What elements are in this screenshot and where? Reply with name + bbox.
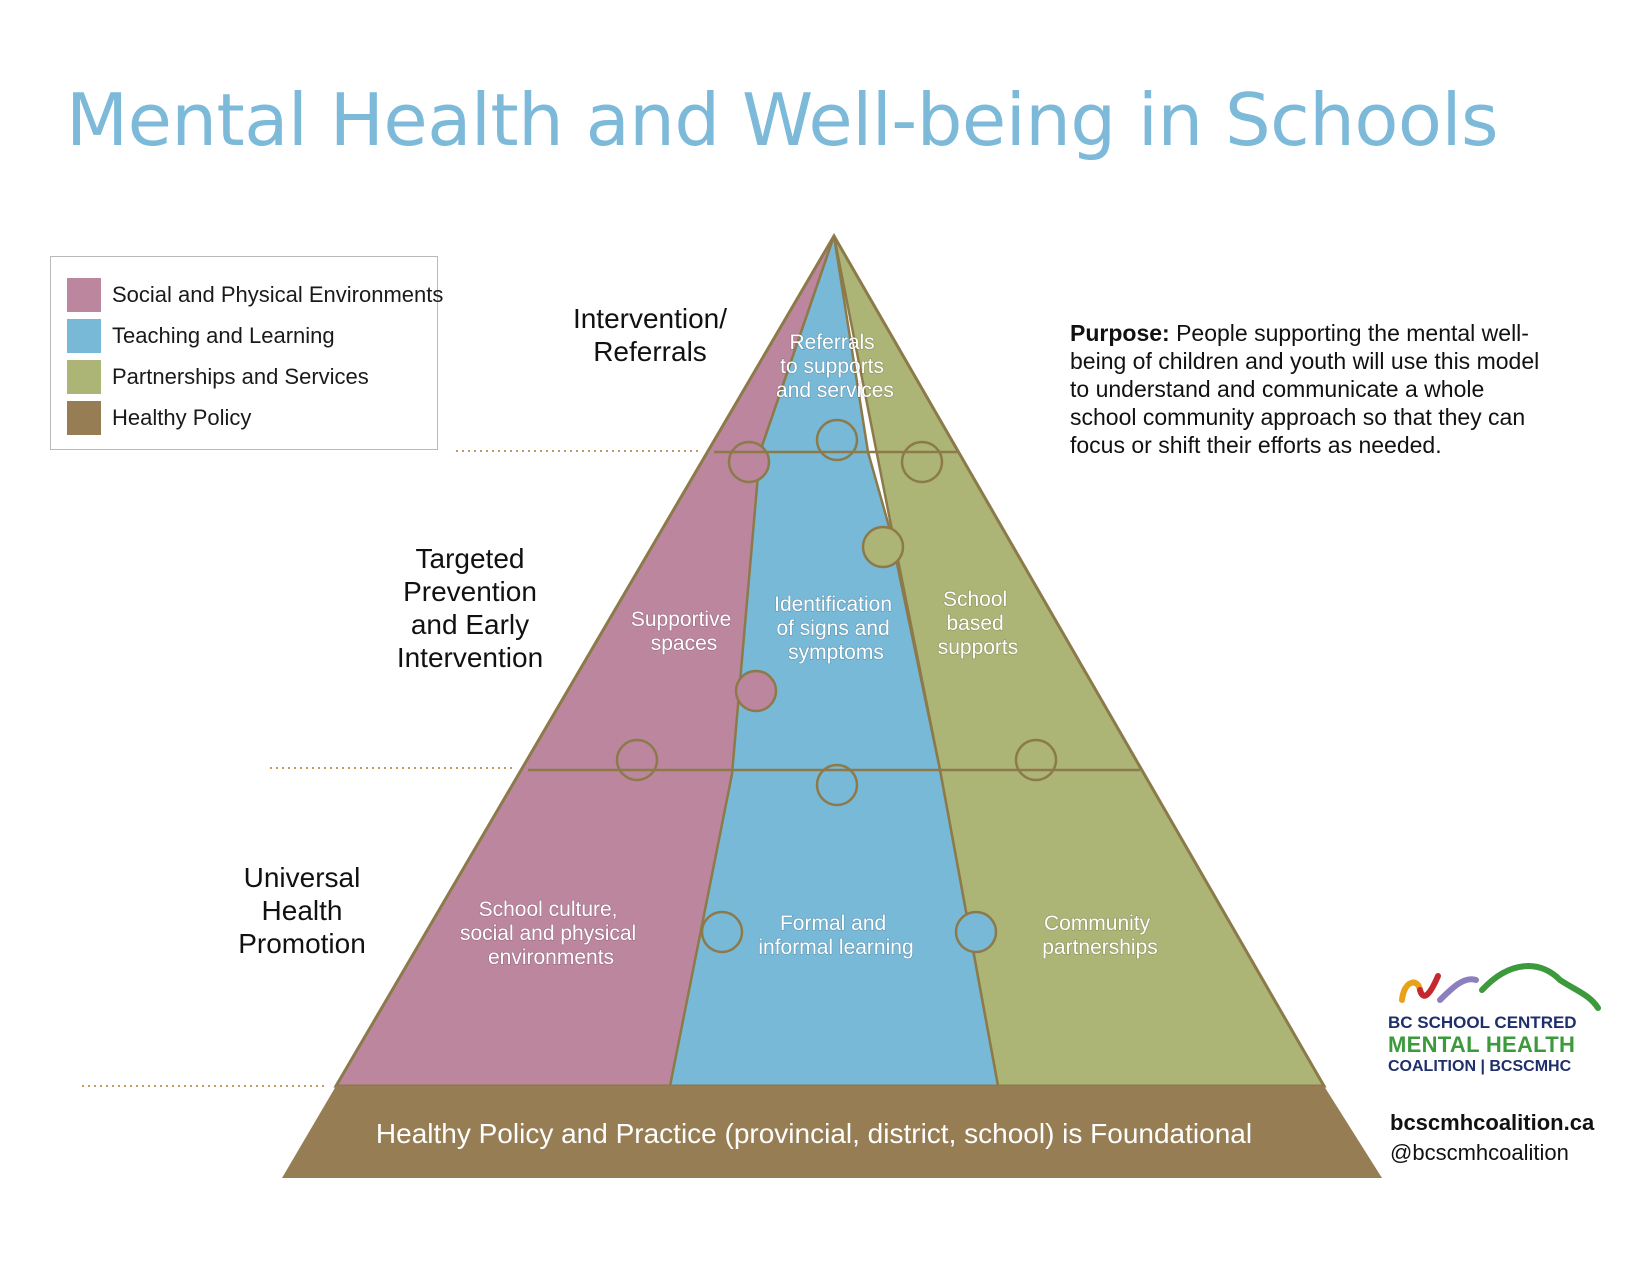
- segment-label-line: Formal and: [779, 912, 887, 935]
- segment-label-line: partnerships: [1042, 936, 1158, 959]
- logo-line-3: COALITION | BCSCMHC: [1388, 1058, 1572, 1075]
- puzzle-knob: [956, 912, 996, 952]
- puzzle-knob: [1016, 740, 1056, 780]
- page-title: Mental Health and Well-being in Schools: [66, 78, 1498, 162]
- segment-label-line: environments: [487, 946, 615, 969]
- puzzle-knob: [902, 442, 942, 482]
- tier-label-intervention: Intervention/ Referrals: [572, 303, 728, 367]
- segment-label-referrals: [776, 331, 894, 402]
- purpose-heading: Purpose:: [1070, 320, 1170, 346]
- segment-label-line: to supports: [780, 355, 885, 378]
- social-handle: @bcscmhcoalition: [1390, 1140, 1569, 1165]
- puzzle-knob: [617, 740, 657, 780]
- segment-label-line: Community: [1043, 912, 1151, 935]
- segment-label-formal-learning: [758, 912, 913, 959]
- logo-line-2: MENTAL HEALTH: [1388, 1032, 1576, 1057]
- coalition-logo: [1388, 1012, 1598, 1078]
- legend-label: Social and Physical Environments: [112, 281, 444, 307]
- segment-label-line: symptoms: [788, 641, 884, 664]
- segment-label-line: spaces: [650, 632, 718, 655]
- segment-label-line: and services: [776, 379, 894, 402]
- tier-label-targeted: Targeted Prevention and Early Intervention: [396, 543, 544, 673]
- segment-label-line: social and physical: [459, 922, 637, 945]
- segment-label-line: supports: [937, 636, 1019, 659]
- segment-label-line: informal learning: [758, 936, 914, 959]
- segment-label-line: based: [946, 612, 1004, 635]
- tier-label-universal: Universal Health Promotion: [238, 862, 366, 959]
- purpose-text: [1070, 319, 1540, 459]
- segment-label-line: Supportive: [630, 608, 732, 631]
- segment-label-line: Referrals: [789, 331, 875, 354]
- puzzle-knob: [817, 420, 857, 460]
- website-url: bcscmhcoalition.ca: [1390, 1110, 1595, 1135]
- puzzle-knob: [736, 671, 776, 711]
- segment-label-line: School: [942, 588, 1008, 611]
- segment-label-school-based-supports: [938, 588, 1019, 659]
- segment-label-line: of signs and: [776, 617, 890, 640]
- legend-label: Teaching and Learning: [112, 322, 335, 348]
- puzzle-knob: [729, 442, 769, 482]
- segment-label-community-partnerships: [1042, 912, 1158, 959]
- puzzle-knob: [863, 527, 903, 567]
- segment-label-identification: [774, 593, 898, 664]
- foundation-label: Healthy Policy and Practice (provincial, district, school) is Foundational: [375, 1118, 1253, 1149]
- puzzle-knob: [702, 912, 742, 952]
- legend-label: Partnerships and Services: [112, 363, 369, 389]
- purpose-body: People supporting the mental well-being of children and youth will use this model to understand and communicate a whole school community approach so that they can focus or shift their efforts as needed.: [1070, 320, 1540, 458]
- segment-label-line: Identification: [774, 593, 893, 616]
- coalition-logo-icon: [1402, 966, 1598, 1008]
- segment-label-line: School culture,: [478, 898, 618, 921]
- legend-label: Healthy Policy: [112, 404, 252, 430]
- logo-line-1: BC SCHOOL CENTRED: [1388, 1013, 1577, 1032]
